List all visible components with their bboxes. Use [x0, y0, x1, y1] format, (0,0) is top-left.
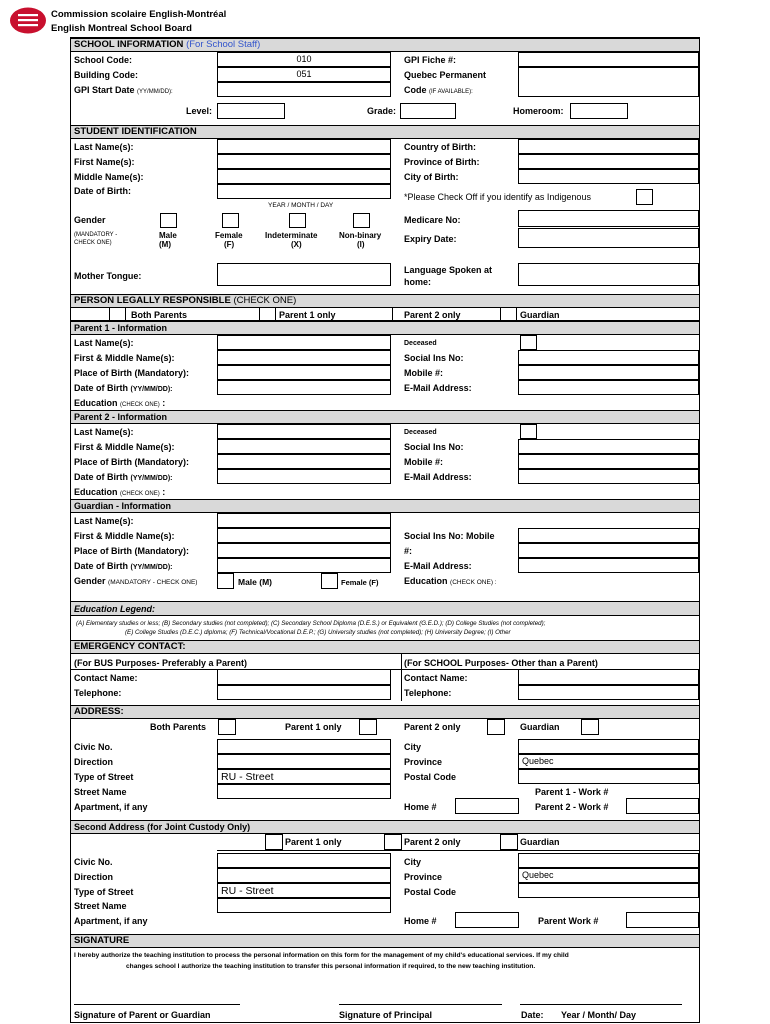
p2-dob-label — [74, 472, 173, 484]
g-edu-text: Education — [404, 576, 448, 586]
emergency-header: EMERGENCY CONTACT: — [71, 640, 699, 654]
addr2-direction-label: Direction — [74, 872, 114, 882]
p2-dob-text: Date of Birth — [74, 472, 128, 482]
p1-email-label: E-Mail Address: — [404, 383, 472, 393]
addr-guardian-label: Guardian — [520, 722, 560, 732]
language-home-field[interactable] — [518, 263, 699, 286]
addr2-guardian-label: Guardian — [520, 837, 560, 847]
addr2-city-field[interactable] — [518, 853, 699, 868]
emergency-school-phone-field[interactable] — [518, 685, 699, 700]
student-dob-field[interactable] — [217, 184, 391, 199]
p1-first-field[interactable] — [217, 350, 391, 365]
addr-both-label: Both Parents — [150, 722, 207, 732]
addr-street-name-field[interactable] — [217, 784, 391, 799]
addr2-street-type-value: RU - Street — [221, 885, 274, 897]
emergency-school-contact-label: Contact Name: — [404, 673, 468, 683]
country-label: Country of Birth: — [404, 142, 476, 152]
student-first-name-label: First Name(s): — [74, 157, 135, 167]
p2-place-field[interactable] — [217, 454, 391, 469]
p1-dob-label — [74, 383, 173, 395]
homeroom-field[interactable] — [570, 103, 628, 119]
responsible-guardian-checkbox[interactable] — [500, 307, 517, 321]
p1-last-field[interactable] — [217, 335, 391, 350]
indigenous-checkbox[interactable] — [636, 189, 653, 205]
g-email-label: E-Mail Address: — [404, 561, 472, 571]
mother-tongue-field[interactable] — [217, 263, 391, 286]
responsible-divider — [392, 307, 393, 321]
org-name-en: English Montreal School Board — [51, 23, 192, 34]
p1-dob-hint: (YY/MM/DD): — [130, 386, 173, 393]
p2-sin-label: Social Ins No: — [404, 442, 464, 452]
country-field[interactable] — [518, 139, 699, 154]
mother-tongue-label: Mother Tongue: — [74, 271, 142, 281]
addr2-p2-checkbox[interactable] — [384, 834, 402, 850]
province-field[interactable] — [518, 154, 699, 169]
gender-nonbinary-code: (I) — [357, 240, 365, 249]
p2-email-field[interactable] — [518, 469, 699, 484]
school-info-header — [71, 38, 699, 52]
addr-guardian-checkbox[interactable] — [581, 719, 599, 735]
level-field[interactable] — [217, 103, 285, 119]
g-female-label: Female (F) — [341, 578, 379, 587]
addr2-row-line — [217, 850, 699, 851]
city-label: City of Birth: — [404, 172, 459, 182]
g-edu-hint: (CHECK ONE) : — [450, 579, 497, 586]
signature-date-format: Year / Month/ Day — [561, 1010, 637, 1020]
g-dob-hint: (YY/MM/DD): — [130, 564, 173, 571]
gender-male-code: (M) — [159, 240, 171, 249]
gpi-fiche-field[interactable] — [518, 52, 699, 67]
gender-hint-2: CHECK ONE) — [74, 240, 112, 246]
addr-street-type-label: Type of Street — [74, 772, 134, 782]
addr2-direction-field[interactable] — [217, 868, 391, 883]
medicare-field[interactable] — [518, 210, 699, 227]
addr2-guardian-checkbox[interactable] — [500, 834, 518, 850]
p2-deceased-label: Deceased — [404, 429, 437, 436]
parent2-header: Parent 2 - Information — [71, 410, 699, 424]
p1-place-field[interactable] — [217, 365, 391, 380]
addr-province-label: Province — [404, 757, 443, 767]
addr2-p2-label: Parent 2 only — [404, 837, 461, 847]
addr2-postal-label: Postal Code — [404, 887, 457, 897]
responsible-guardian-label: Guardian — [520, 310, 560, 320]
gender-hint-1: (MANDATORY - — [74, 232, 118, 238]
addr-p2-label: Parent 2 only — [404, 722, 461, 732]
g-place-label: Place of Birth (Mandatory): — [74, 546, 190, 556]
school-code-field[interactable] — [217, 52, 391, 67]
addr-p2-work-field[interactable] — [626, 798, 699, 814]
grade-field[interactable] — [400, 103, 456, 119]
guardian-header: Guardian - Information — [71, 499, 699, 513]
logo — [9, 7, 47, 34]
g-male-label: Male (M) — [238, 577, 272, 587]
addr-street-name-label: Street Name — [74, 787, 127, 797]
addr2-street-name-field[interactable] — [217, 898, 391, 913]
emergency-school-contact-field[interactable] — [518, 669, 699, 685]
signature-principal-line — [339, 1004, 502, 1005]
org-name-fr: Commission scolaire English-Montréal — [51, 9, 227, 20]
p2-dob-hint: (YY/MM/DD): — [130, 475, 173, 482]
gpi-start-text: GPI Start Date — [74, 85, 135, 95]
responsible-p1-label: Parent 1 only — [279, 310, 336, 320]
addr2-province-field[interactable] — [518, 868, 699, 883]
addr-province-field[interactable] — [518, 754, 699, 769]
legend-line-1: (A) Elementary studies or less; (B) Secondary studies (not completed); (C) Secondary School Diploma (D.E.S.) or Equivalent (G.E.D.); (D) College Studies (not completed); — [76, 620, 546, 627]
school-info-title: SCHOOL INFORMATION — [74, 39, 184, 50]
student-dob-hint: YEAR / MONTH / DAY — [268, 202, 334, 209]
code-hint: (IF AVAILABLE): — [429, 89, 473, 95]
p2-email-label: E-Mail Address: — [404, 472, 472, 482]
addr-p2-work-label: Parent 2 - Work # — [535, 802, 609, 812]
signature-consent-2: changes school I authorize the teaching institution to transfer this personal information if required, to the new teaching institution. — [126, 963, 536, 970]
p2-edu-colon: : — [162, 487, 166, 497]
addr-city-field[interactable] — [518, 739, 699, 754]
language-home-label-2: home: — [404, 277, 431, 287]
addr2-civic-field[interactable] — [217, 853, 391, 868]
parent1-header: Parent 1 - Information — [71, 321, 699, 335]
g-sin-mobile-label: Social Ins No: Mobile — [404, 531, 495, 541]
p1-deceased-checkbox[interactable] — [520, 335, 537, 350]
school-info-subtitle: (For School Staff) — [186, 39, 261, 50]
addr-province-value: Quebec — [522, 756, 554, 766]
p2-edu-hint: (CHECK ONE) — [120, 491, 160, 497]
addr-apartment-label: Apartment, if any — [74, 802, 148, 812]
emergency-bus-contact-field[interactable] — [217, 669, 391, 685]
gpi-start-field[interactable] — [217, 82, 391, 97]
student-middle-name-label: Middle Name(s): — [74, 172, 144, 182]
addr-street-type-value: RU - Street — [221, 771, 274, 783]
signature-parent-label: Signature of Parent or Guardian — [74, 1010, 211, 1020]
g-gender-label — [74, 576, 197, 588]
p1-mobile-field[interactable] — [518, 365, 699, 380]
gpi-start-label — [74, 85, 173, 98]
city-field[interactable] — [518, 169, 699, 184]
g-place-field[interactable] — [217, 543, 391, 558]
p2-last-field[interactable] — [217, 424, 391, 439]
p1-deceased-label: Deceased — [404, 340, 437, 347]
expiry-label: Expiry Date: — [404, 234, 457, 244]
qc-permanent-label: Quebec Permanent — [404, 70, 487, 80]
addr-civic-field[interactable] — [217, 739, 391, 754]
student-middle-name-field[interactable] — [217, 169, 391, 184]
g-female-checkbox[interactable] — [321, 573, 338, 589]
addr2-civic-label: Civic No. — [74, 857, 113, 867]
addr2-postal-field[interactable] — [518, 883, 699, 898]
signature-date-line — [520, 1004, 682, 1005]
legend-line-2: (E) College Studies (D.E.C.) diploma; (F) Technical/Vocational D.E.P.; (G) University studies (not completed); (H) University Degree; (I) Other — [125, 629, 511, 636]
addr2-city-label: City — [404, 857, 422, 867]
gender-female-code: (F) — [224, 240, 235, 249]
g-gender-text: Gender — [74, 576, 106, 586]
gender-female-checkbox[interactable] — [222, 213, 239, 228]
signature-consent-1: I hereby authorize the teaching institution to process the personal information on this form for the management of my child's educational services. If my child — [74, 952, 569, 959]
addr-both-checkbox[interactable] — [218, 719, 236, 735]
g-first-field[interactable] — [217, 528, 391, 543]
p2-deceased-checkbox[interactable] — [520, 424, 537, 439]
emergency-bus-label: (For BUS Purposes- Preferably a Parent) — [74, 658, 248, 668]
p2-first-field[interactable] — [217, 439, 391, 454]
p2-sin-field[interactable] — [518, 439, 699, 454]
addr2-home-field[interactable] — [455, 912, 519, 928]
student-dob-label: Date of Birth: — [74, 186, 131, 196]
qc-permanent-code-field[interactable] — [518, 67, 699, 97]
emergency-bus-phone-label: Telephone: — [74, 688, 122, 698]
gender-indeterminate-checkbox[interactable] — [289, 213, 306, 228]
signature-header: SIGNATURE — [71, 934, 699, 948]
p1-sin-label: Social Ins No: — [404, 353, 464, 363]
emergency-school-label: (For SCHOOL Purposes- Other than a Parent) — [404, 658, 598, 668]
addr-postal-field[interactable] — [518, 769, 699, 784]
gender-label: Gender — [74, 215, 106, 225]
signature-date-label: Date: — [521, 1010, 544, 1020]
student-id-header: STUDENT IDENTIFICATION — [71, 125, 699, 139]
addr2-home-label: Home # — [404, 916, 437, 926]
g-gender-hint: (MANDATORY - CHECK ONE) — [108, 579, 198, 586]
addr-p2-checkbox[interactable] — [487, 719, 505, 735]
addr2-p1-checkbox[interactable] — [265, 834, 283, 850]
addr2-parent-work-label: Parent Work # — [538, 916, 599, 926]
indigenous-label: *Please Check Off if you identify as Indigenous — [404, 192, 591, 202]
p1-edu-hint: (CHECK ONE) — [120, 402, 160, 408]
addr-home-label: Home # — [404, 802, 437, 812]
p2-dob-field[interactable] — [217, 469, 391, 484]
address-header: ADDRESS: — [71, 705, 699, 719]
addr-city-label: City — [404, 742, 422, 752]
p1-email-field[interactable] — [518, 380, 699, 395]
p1-dob-field[interactable] — [217, 380, 391, 395]
g-sin-field[interactable] — [518, 528, 699, 543]
g-last-field[interactable] — [217, 513, 391, 528]
emergency-school-phone-label: Telephone: — [404, 688, 452, 698]
addr-home-field[interactable] — [455, 798, 519, 814]
expiry-field[interactable] — [518, 228, 699, 248]
student-last-name-label: Last Name(s): — [74, 142, 134, 152]
g-dob-label — [74, 561, 173, 573]
p2-first-label: First & Middle Name(s): — [74, 442, 175, 452]
code-text: Code — [404, 85, 427, 95]
homeroom-label: Homeroom: — [513, 106, 564, 116]
responsible-hint: (CHECK ONE) — [233, 295, 297, 306]
g-last-label: Last Name(s): — [74, 516, 134, 526]
p1-edu-colon: : — [162, 398, 166, 408]
p2-edu-text: Education — [74, 487, 118, 497]
responsible-both-label: Both Parents — [131, 310, 188, 320]
addr-direction-field[interactable] — [217, 754, 391, 769]
addr2-street-type-label: Type of Street — [74, 887, 134, 897]
emergency-bus-contact-label: Contact Name: — [74, 673, 138, 683]
signature-principal-label: Signature of Principal — [339, 1010, 433, 1020]
province-label: Province of Birth: — [404, 157, 480, 167]
addr2-apartment-label: Apartment, if any — [74, 916, 148, 926]
p1-sin-field[interactable] — [518, 350, 699, 365]
addr-p1-work-label: Parent 1 - Work # — [535, 787, 609, 797]
grade-label: Grade: — [367, 106, 397, 116]
g-edu-label — [404, 576, 497, 588]
school-code-label: School Code: — [74, 55, 132, 65]
addr-direction-label: Direction — [74, 757, 114, 767]
g-email-field[interactable] — [518, 558, 699, 573]
student-first-name-field[interactable] — [217, 154, 391, 169]
p1-last-label: Last Name(s): — [74, 338, 134, 348]
addr-postal-label: Postal Code — [404, 772, 457, 782]
p1-mobile-label: Mobile #: — [404, 368, 444, 378]
building-code-field[interactable] — [217, 67, 391, 82]
gender-indeterminate-label: Indeterminate — [265, 231, 318, 240]
g-male-checkbox[interactable] — [217, 573, 234, 589]
gender-nonbinary-label: Non-binary — [339, 231, 382, 240]
addr-p1-checkbox[interactable] — [359, 719, 377, 735]
gender-female-label: Female — [215, 231, 243, 240]
responsible-both-checkbox[interactable] — [109, 307, 126, 321]
gender-indeterminate-code: (X) — [291, 240, 302, 249]
gender-male-label: Male — [159, 231, 177, 240]
gender-male-checkbox[interactable] — [160, 213, 177, 228]
language-home-label-1: Language Spoken at — [404, 265, 493, 275]
qc-code-label — [404, 85, 473, 98]
emergency-divider — [401, 653, 402, 701]
emsb-logo-icon — [9, 7, 47, 34]
addr2-province-label: Province — [404, 872, 443, 882]
gpi-fiche-label: GPI Fiche #: — [404, 55, 457, 65]
education-legend-header: Education Legend: — [71, 601, 699, 616]
responsible-title: PERSON LEGALLY RESPONSIBLE — [74, 295, 231, 306]
g-mobile-field[interactable] — [518, 543, 699, 558]
p1-edu-text: Education — [74, 398, 118, 408]
level-label: Level: — [186, 106, 213, 116]
medicare-label: Medicare No: — [404, 215, 461, 225]
p2-place-label: Place of Birth (Mandatory): — [74, 457, 190, 467]
building-code-value: 051 — [296, 69, 312, 79]
g-dob-text: Date of Birth — [74, 561, 128, 571]
addr2-p1-label: Parent 1 only — [285, 837, 342, 847]
p2-mobile-field[interactable] — [518, 454, 699, 469]
addr2-street-type-field[interactable] — [217, 883, 391, 898]
school-code-value: 010 — [296, 54, 312, 64]
signature-parent-line — [74, 1004, 240, 1005]
student-last-name-field[interactable] — [217, 139, 391, 154]
addr2-street-name-label: Street Name — [74, 901, 127, 911]
responsible-p2-label: Parent 2 only — [404, 310, 461, 320]
g-first-label: First & Middle Name(s): — [74, 531, 175, 541]
gender-nonbinary-checkbox[interactable] — [353, 213, 370, 228]
emergency-bus-phone-field[interactable] — [217, 685, 391, 700]
building-code-label: Building Code: — [74, 70, 138, 80]
g-dob-field[interactable] — [217, 558, 391, 573]
addr-civic-label: Civic No. — [74, 742, 113, 752]
p1-dob-text: Date of Birth — [74, 383, 128, 393]
responsible-header — [71, 294, 699, 308]
addr2-province-value: Quebec — [522, 870, 554, 880]
addr2-parent-work-field[interactable] — [626, 912, 699, 928]
p2-mobile-label: Mobile #: — [404, 457, 444, 467]
p2-last-label: Last Name(s): — [74, 427, 134, 437]
p1-place-label: Place of Birth (Mandatory): — [74, 368, 190, 378]
addr-p1-label: Parent 1 only — [285, 722, 342, 732]
gpi-start-hint: (YY/MM/DD): — [137, 89, 173, 95]
g-mobile-hash: #: — [404, 546, 413, 556]
responsible-p1-checkbox[interactable] — [259, 307, 276, 321]
address2-header: Second Address (for Joint Custody Only) — [71, 820, 699, 834]
p1-first-label: First & Middle Name(s): — [74, 353, 175, 363]
addr-street-type-field[interactable] — [217, 769, 391, 784]
